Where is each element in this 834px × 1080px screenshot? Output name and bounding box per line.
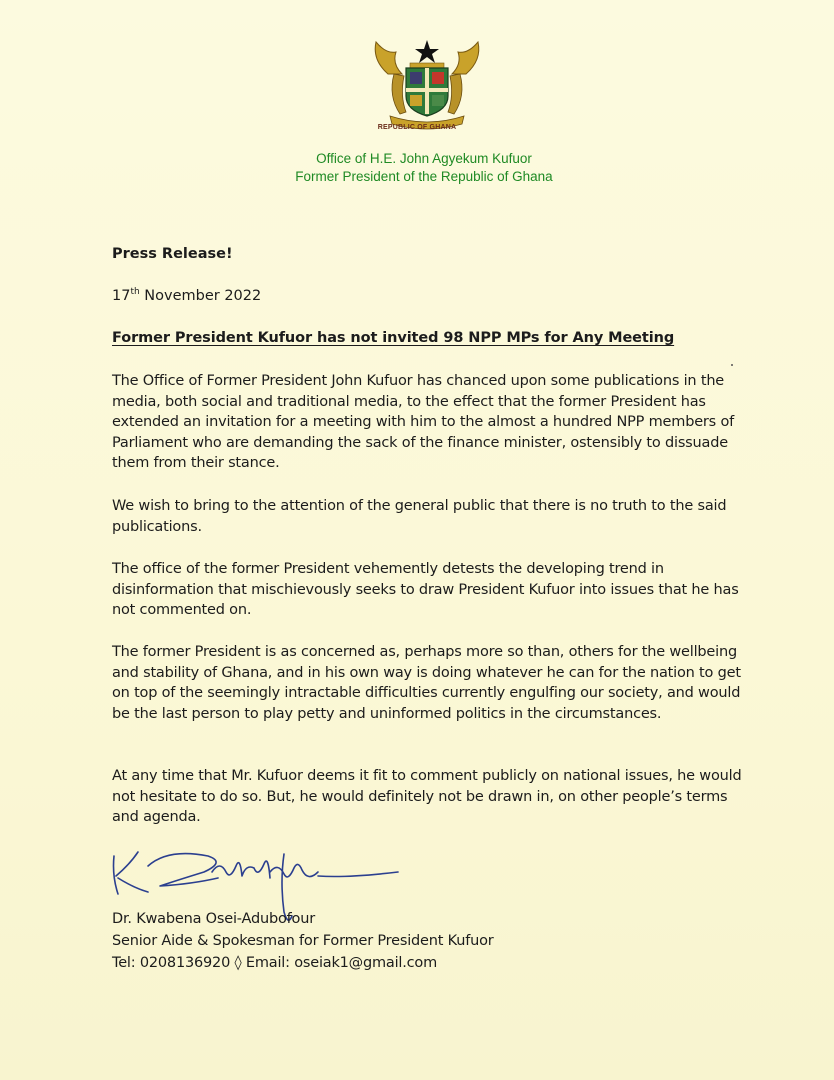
signatory-name: Dr. Kwabena Osei-Adubofour [112,911,315,927]
date-month-year: November 2022 [139,288,262,304]
paragraph-4: The former President is as concerned as, perhaps more so than, others for the wellbeing and stability of Ghana, and in his own way is doing whatever he can for the nation to get on top of the seemingly intractable difficulties currently engulfing our society, and would be the last person to play petty and uninformed politics in the circumstances. [112,644,741,722]
press-release-label: Press Release! [112,246,233,262]
headline: Former President Kufuor has not invited 98 NPP MPs for Any Meeting [112,330,675,346]
office-title: Office of H.E. John Agyekum Kufuor [316,151,532,166]
signatory-contact: Tel: 0208136920 ◊ Email: oseiak1@gmail.com [112,955,438,971]
paragraph-3: The office of the former President vehemently detests the developing trend in disinformation that mischievously seeks to draw President Kufuor into issues that he has not commented on. [112,561,739,618]
paragraph-2: We wish to bring to the attention of the general public that there is no truth to the said publications. [112,498,727,535]
date-day: 17 [112,288,131,304]
release-date [112,287,261,304]
paragraph-1: The Office of Former President John Kufuor has chanced upon some publications in the media, both social and traditional media, to the effect that the former President has extended an invitation for a meeting with him to the almost a hundred NPP members of Parliament who are demanding the sack of the finance minister, ostensibly to dissuade them from their stance. [112,373,735,471]
signatory-role: Senior Aide & Spokesman for Former President Kufuor [112,933,494,949]
paper-speck [731,364,733,366]
date-suffix: th [130,287,140,297]
paragraph-5: At any time that Mr. Kufuor deems it fit to comment publicly on national issues, he would not hesitate to do so. But, he would definitely not be drawn in, on other people’s terms and agenda. [112,768,742,825]
ghana-coat-of-arms-icon [366,34,488,132]
office-subtitle: Former President of the Republic of Ghana [295,169,553,184]
crest-caption: REPUBLIC OF GHANA [377,124,457,131]
